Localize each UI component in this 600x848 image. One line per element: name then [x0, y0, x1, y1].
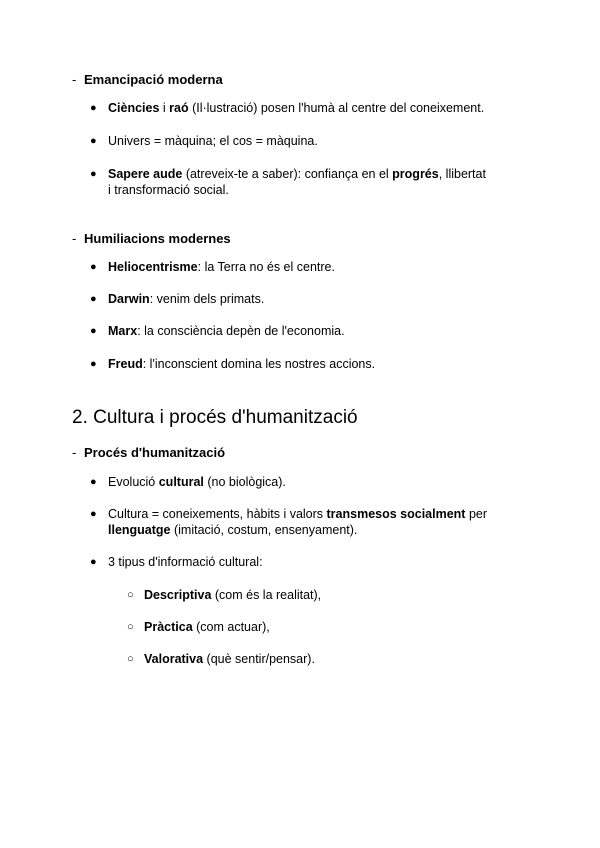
- item-text: : la consciència depèn de l'economia.: [137, 324, 345, 338]
- bold-text: raó: [169, 101, 189, 115]
- list-item: [90, 323, 490, 339]
- section-heading: [72, 231, 231, 246]
- list-item: [90, 506, 490, 538]
- bold-text: transmesos socialment: [326, 507, 466, 521]
- bold-text: Descriptiva: [144, 588, 212, 602]
- bullet-icon: ●: [90, 556, 97, 568]
- bold-text: Sapere aude: [108, 167, 183, 181]
- item-text: : la Terra no és el centre.: [197, 260, 335, 274]
- bold-text: cultural: [158, 475, 204, 489]
- section-title: Procés d'humanització: [84, 445, 226, 460]
- bold-text: progrés: [392, 167, 439, 181]
- section-title: Emancipació moderna: [84, 72, 223, 87]
- bullet-icon: ●: [90, 293, 97, 305]
- bold-text: Ciències: [108, 101, 160, 115]
- bold-text: llenguatge: [108, 523, 171, 537]
- item-text: Evolució: [108, 475, 159, 489]
- list-item: [90, 554, 490, 570]
- bullet-icon: ●: [90, 325, 97, 337]
- dash-marker: -: [72, 231, 77, 246]
- list-item: [90, 291, 490, 307]
- bold-text: Valorativa: [144, 652, 204, 666]
- dash-marker: -: [72, 72, 77, 87]
- item-text: : venim dels primats.: [149, 292, 265, 306]
- section-title: Humiliacions modernes: [84, 231, 231, 246]
- chapter-heading: 2. Cultura i procés d'humanització: [72, 407, 358, 428]
- item-text: (imitació, costum, ensenyament).: [170, 523, 358, 537]
- item-text: , llibertat i transformació social.: [108, 167, 486, 197]
- section-heading: [72, 445, 225, 460]
- list-item: [90, 100, 490, 116]
- item-text: (no biològica).: [203, 475, 286, 489]
- bold-text: Pràctica: [144, 620, 193, 634]
- item-text: per: [465, 507, 488, 521]
- sub-list-item: [127, 587, 487, 603]
- item-text: : l'inconscient domina les nostres accions.: [142, 357, 376, 371]
- bold-text: Marx: [108, 324, 138, 338]
- list-item: [90, 133, 490, 149]
- circle-bullet-icon: ○: [127, 621, 134, 633]
- bold-text: Darwin: [108, 292, 150, 306]
- item-text: (què sentir/pensar).: [203, 652, 315, 666]
- bold-text: Heliocentrisme: [108, 260, 198, 274]
- list-item: [90, 474, 490, 490]
- item-text: Univers = màquina; el cos = màquina.: [108, 134, 318, 148]
- item-text: (com actuar),: [192, 620, 270, 634]
- item-text: (Il·lustració) posen l'humà al centre del coneixement.: [188, 101, 485, 115]
- bullet-icon: ●: [90, 102, 97, 114]
- section-heading: [72, 72, 223, 87]
- circle-bullet-icon: ○: [127, 589, 134, 601]
- bullet-icon: ●: [90, 168, 97, 180]
- bullet-icon: ●: [90, 358, 97, 370]
- bullet-icon: ●: [90, 508, 97, 520]
- sub-list-item: [127, 651, 487, 667]
- sub-list-item: [127, 619, 487, 635]
- bullet-icon: ●: [90, 476, 97, 488]
- bullet-icon: ●: [90, 135, 97, 147]
- bold-text: Freud: [108, 357, 143, 371]
- item-text: (com és la realitat),: [211, 588, 322, 602]
- list-item: [90, 166, 490, 198]
- item-text: i: [159, 101, 170, 115]
- item-text: (atreveix-te a saber): confiança en el: [182, 167, 393, 181]
- bullet-icon: ●: [90, 261, 97, 273]
- item-text: Cultura = coneixements, hàbits i valors: [108, 507, 327, 521]
- item-text: 3 tipus d'informació cultural:: [108, 555, 263, 569]
- list-item: [90, 356, 490, 372]
- list-item: [90, 259, 490, 275]
- circle-bullet-icon: ○: [127, 653, 134, 665]
- dash-marker: -: [72, 445, 77, 460]
